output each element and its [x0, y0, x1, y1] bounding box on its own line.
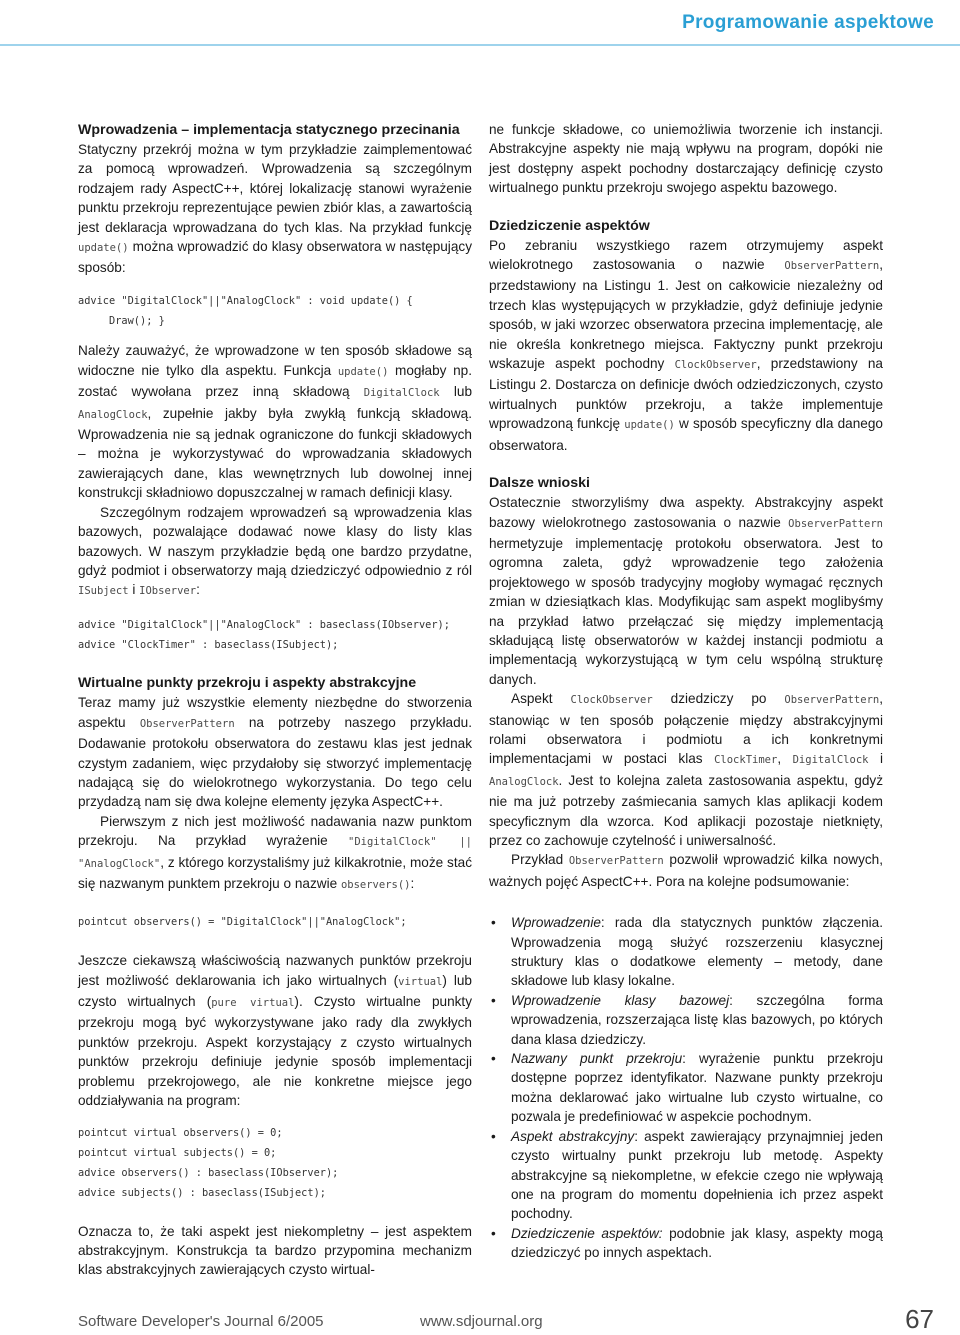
code-listing-2	[78, 616, 472, 656]
right-column	[489, 120, 883, 1263]
journal-url: www.sdjournal.org	[420, 1313, 543, 1330]
heading-wprowadzenia: Wprowadzenia – implementacja statycznego przecinania	[78, 122, 460, 138]
journal-name: Software Developer's Journal 6/2005	[78, 1313, 324, 1330]
code-line: pointcut virtual subjects() = 0;	[78, 1147, 277, 1160]
paragraph: Ostatecznie stworzyliśmy dwa aspekty. Abstrakcyjny aspekt bazowy wielokrotnego zastosowania o nazwie ObserverPattern hermetyzuje implementację protokołu obserwatora. Jest to ogromna zaleta, gdyż wprowadzenie tego założenia projektowego w sposób tradycyjny mogłoby wymagać ręcznych zmian w dziesiątkach klas. Modyfikując sam aspekt moglibyśmy na przykład łatwo przełączać się między implementacją składującą listę obserwatorów w każdej instancji podmiotu a implementacją wykorzystującą w tym celu wspólną strukturę danych.	[489, 495, 883, 687]
heading-dalsze-wnioski: Dalsze wnioski	[489, 475, 590, 492]
paragraph: Przykład ObserverPattern pozwolił wprowadzić kilka nowych, ważnych pojęć AspectC++. Pora na kolejne podsumowanie:	[489, 852, 884, 889]
list-item: • Aspekt abstrakcyjny: aspekt zawierający przynajmniej jeden czysto wirtualny punkt przekroju lub metodę. Aspekty abstrakcyjne są niekompletne, w efekcie czego nie wpływają one na program do momentu dopełnienia ich przez aspekt pochodny.	[491, 1128, 883, 1222]
summary-list	[489, 913, 883, 1262]
section-title: Programowanie aspektowe	[682, 12, 934, 33]
paragraph: Należy zauważyć, że wprowadzone w ten sposób składowe są widoczne nie tylko dla aspektu. Funkcja update() mogłaby np. zostać wywołana przez inną składową DigitalClock lub AnalogClock, zupełnie jakby była zwykłą funkcją składową. Wprowadzenia nie są jednak ograniczone do funkcji składowych – można je wykorzystywać do wprowadzania składowych zawierających dane, klas wewnętrznych lub dowolnej innej konstrukcji składniowo dopuszczalnej w ramach definicji klasy.	[78, 343, 472, 501]
list-item: • Wprowadzenie: rada dla statycznych punktów złączenia. Wprowadzenia mogą służyć rozszerzeniu klasycznej struktury klas o dodatkowe elementy – metody, dane składowe lub klasy lokalne.	[491, 915, 883, 989]
code-line: advice observers() : baseclass(IObserver);	[78, 1167, 339, 1180]
code-listing-1	[78, 292, 472, 332]
page-footer	[0, 1300, 960, 1335]
code-line: pointcut virtual observers() = 0;	[78, 1127, 283, 1140]
code-line: advice "ClockTimer" : baseclass(ISubject);	[78, 638, 339, 651]
paragraph: Statyczny przekrój można w tym przykładzie zaimplementować za pomocą wprowadzeń. Wprowadzenia są szczególnym rodzajem rady AspectC++, której lokalizację stanowi wyrażenie punktu przekroju reprezentujące pewien zbiór klas, a zawartością jest deklaracja wprowadzana do tych klas. Na przykład funkcję update() można wprowadzić do klasy obserwatora w następujący sposób:	[78, 142, 472, 276]
code-listing-3	[78, 913, 472, 933]
list-item: • Wprowadzenie klasy bazowej: szczególna forma wprowadzenia, rozszerzająca listę klas bazowych, po których dana klasa dziedziczy.	[491, 992, 883, 1047]
paragraph: ne funkcje składowe, co uniemożliwia tworzenie ich instancji. Abstrakcyjne aspekty nie mają wpływu na program, dopóki nie jest dostępny aspekt pochodny dostarczający definicję czysto wirtualnego punktu przekroju swojego aspektu bazowego.	[489, 122, 883, 196]
paragraph: Pierwszym z nich jest możliwość nadawania nazw punktom przekroju. Na przykład wyrażenie "DigitalClock" || "AnalogClock", z którego korzystaliśmy już kilkakrotnie, może stać się nazwanym punktem przekroju o nazwie observers():	[78, 813, 472, 891]
heading-dziedziczenie: Dziedziczenie aspektów	[489, 217, 650, 234]
left-column	[78, 120, 472, 1280]
paragraph: Jeszcze ciekawszą właściwością nazwanych punktów przekroju jest możliwość deklarowania ich jako wirtualnych (virtual) lub czysto wirtualnych (pure virtual). Czysto wirtualne punkty przekroju mogą być wykorzystywane jako rady dla zwykłych punktów przekroju. Aspekt korzystający z czysto wirtualnych punktów przekroju definiuje jedynie sposób implementacji problemu przekrojowego, ale nie konkretne miejsce jego oddziaływania na program:	[78, 953, 472, 1109]
list-item: • Dziedziczenie aspektów: podobnie jak klasy, aspekty mogą dziedziczyć po innych aspektach.	[491, 1225, 883, 1261]
page-header	[0, 0, 960, 46]
paragraph: Po zebraniu wszystkiego razem otrzymujemy aspekt wielokrotnego zastosowania o nazwie ObserverPattern, przedstawiony na Listingu 1. Jest on całkowicie niezależny od trzech klas występujących w przykładzie, gdyż definiuje jedynie sposób, w jaki wzorzec obserwatora przecina implementację, ale nie określa konkretnego miejsca. Faktyczny punkt przekroju wskazuje aspekt pochodny ClockObserver, przedstawiony na Listingu 2. Dostarcza on definicje dwóch odziedziczonych, czysto wirtualnych punktów przekroju, a także implementuje wprowadzoną funkcję update() w sposób specyficzny dla danego obserwatora.	[489, 237, 883, 453]
page-number: 67	[905, 1304, 934, 1334]
code-line: advice subjects() : baseclass(ISubject);	[78, 1186, 326, 1199]
paragraph: Szczególnym rodzajem wprowadzeń są wprowadzenia klas bazowych, pozwalające dodawać nowe klasy do listy klas bazowych. W naszym przykładzie będą one bardzo przydatne, gdyż podmiot i obserwatorzy mają dziedziczyć odpowiednio z ról ISubject i IObserver:	[78, 504, 472, 598]
code-listing-4	[78, 1124, 472, 1203]
paragraph: Oznacza to, że taki aspekt jest niekompletny – jest aspektem abstrakcyjnym. Konstrukcja ta bardzo przypomina mechanizm klas abstrakcyjnych zawierających czysto wirtual-	[78, 1223, 472, 1278]
code-line: advice "DigitalClock"||"AnalogClock" : baseclass(IObserver);	[78, 618, 450, 631]
paragraph: Teraz mamy już wszystkie elementy niezbędne do stworzenia aspektu ObserverPattern na potrzeby naszego przykładu. Dodawanie protokołu obserwatora do zestawu klas jest jednak czystym zadaniem, więc przydałoby się stworzyć implementację nadającą się do wielokrotnego wykorzystania. Do tego celu przydadzą nam się dwa kolejne elementy języka AspectC++.	[78, 695, 473, 810]
code-line: Draw(); }	[78, 314, 165, 327]
paragraph: Aspekt ClockObserver dziedziczy po ObserverPattern, stanowiąc w ten sposób połączenie między abstrakcyjnymi rolami obserwatora i podmiotu a ich konkretnymi implementacjami w postaci klas ClockTimer, DigitalClock i AnalogClock. Jest to kolejna zaleta zastosowania aspektu, gdyż nie ma już potrzeby zaśmiecania samych klas aplikacji kodem specyficznym dla wzorca. Kod aplikacji pozostaje nietknięty, przez co zachowuje czytelność i uniwersalność.	[489, 691, 883, 848]
code-line: advice "DigitalClock"||"AnalogClock" : void update() {	[78, 294, 413, 307]
heading-wirtualne-punkty: Wirtualne punkty przekroju i aspekty abstrakcyjne	[78, 675, 417, 692]
header-rule	[0, 44, 960, 46]
list-item: • Nazwany punkt przekroju: wyrażenie punktu przekroju dostępne poprzez identyfikator. Nazwane punkty przekroju można deklarować jako wirtualne lub czysto wirtualne, co pozwala je predefiniować w aspekcie pochodnym.	[491, 1051, 884, 1125]
code-line: pointcut observers() = "DigitalClock"||"AnalogClock";	[78, 916, 407, 929]
